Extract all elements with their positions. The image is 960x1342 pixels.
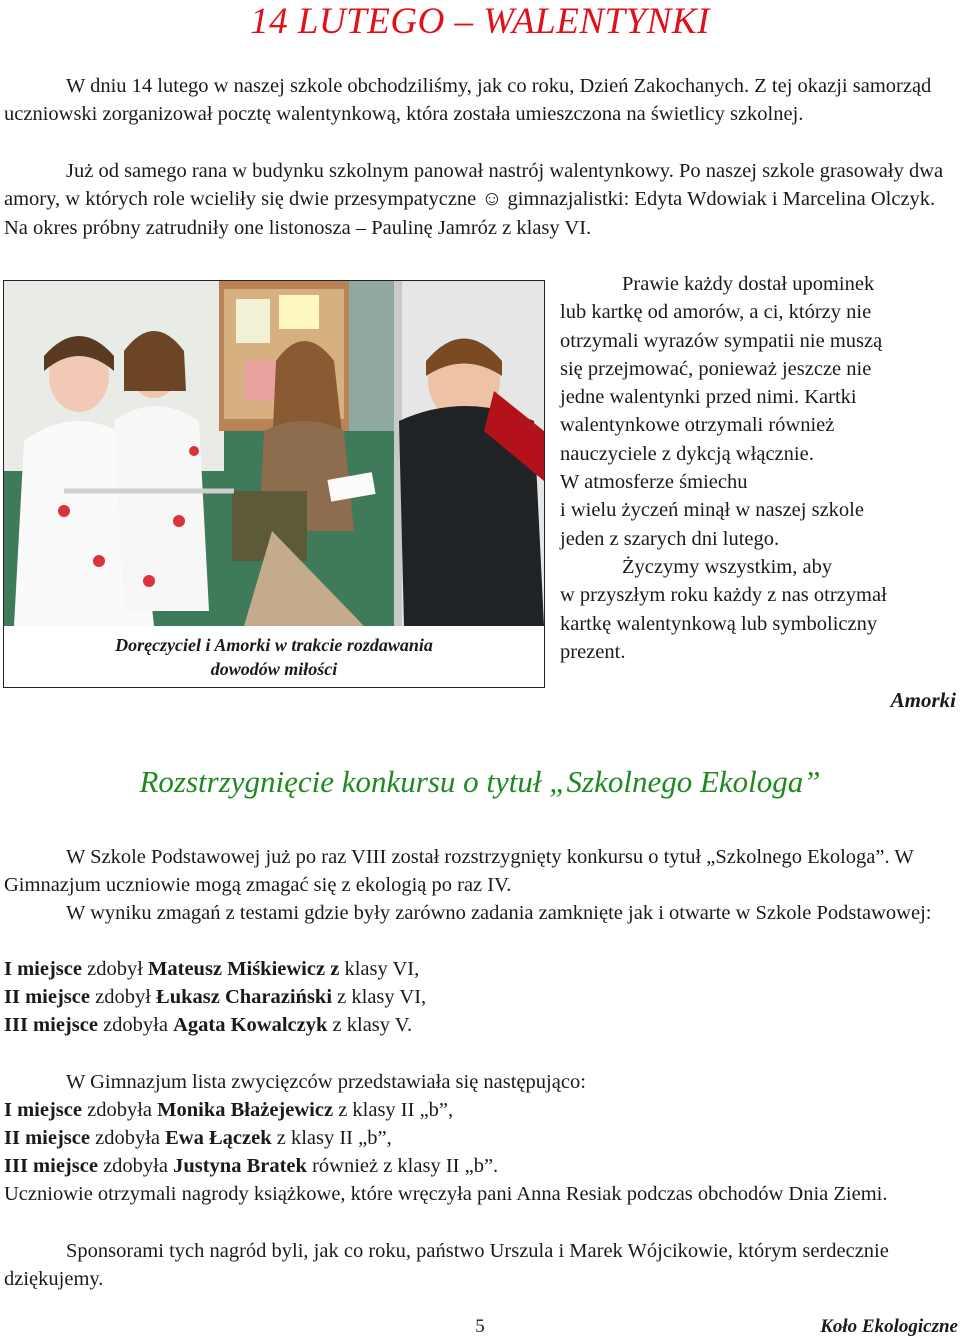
sp-winner-2: II miejsce zdobył Łukasz Charaziński z klasy VI, [4, 986, 427, 1008]
valentines-photo [4, 281, 544, 626]
side-line: walentynkowe otrzymali również [560, 414, 835, 437]
side-line: lub kartkę od amorów, a ci, którzy nie [560, 301, 872, 324]
signature: Amorki [890, 688, 956, 712]
photo-caption-line: dowodów miłości [210, 659, 338, 679]
intro-paragraph-2: Już od samego rana w budynku szkolnym panował nastrój walentynkowy. Po naszej szkole grasowały dwa amory, w których role wcieliły się dwie przesympatyczne ☺ gimnazjalistki: Edyta Wdowiak i Marcelina Olczyk. Na okres próbny zatrudniły one listonosza – Paulinę Jamróz z klasy VI. [4, 160, 944, 239]
gim-winner-3: III miejsce zdobyła Justyna Bratek również z klasy II „b”. [4, 1155, 499, 1177]
gim-winner-1: I miejsce zdobyła Monika Błażejewicz z klasy II „b”, [4, 1099, 454, 1121]
photo-caption [4, 633, 544, 681]
side-line: w przyszłym roku każdy z nas otrzymał [560, 584, 887, 607]
side-text [560, 270, 956, 666]
side-line: Prawie każdy dostał upominek [622, 273, 875, 295]
side-line: jeden z szarych dni lutego. [560, 527, 780, 550]
side-line: W atmosferze śmiechu [560, 471, 748, 494]
side-line: prezent. [560, 640, 626, 663]
eco-paragraph-5: Sponsorami tych nagród byli, jak co roku, państwo Urszula i Marek Wójcikowie, którym serdecznie dziękujemy. [4, 1240, 889, 1291]
side-line: Życzymy wszystkim, aby [622, 555, 833, 578]
side-line: kartkę walentynkową lub symboliczny [560, 612, 878, 635]
side-line: nauczyciele z dykcją włącznie. [560, 442, 814, 465]
eco-paragraph-1: W Szkole Podstawowej już po raz VIII został rozstrzygnięty konkursu o tytuł „Szkolnego Ekologa”. W Gimnazjum uczniowie mogą zmagać się z ekologią po raz IV. [4, 846, 914, 897]
section-title: Rozstrzygnięcie konkursu o tytuł „Szkolnego Ekologa” [139, 764, 821, 799]
side-line: i wielu życzeń minął w naszej szkole [560, 499, 864, 522]
page-number: 5 [475, 1316, 485, 1337]
eco-paragraph-3: W Gimnazjum lista zwycięzców przedstawiała się następująco: [66, 1071, 586, 1093]
footer-publisher: Koło Ekologiczne [820, 1316, 958, 1337]
side-line: otrzymali wyrazów sympatii nie muszą [560, 329, 883, 352]
sp-winner-3: III miejsce zdobyła Agata Kowalczyk z klasy V. [4, 1014, 413, 1036]
sp-winner-1: I miejsce zdobył Mateusz Miśkiewicz z klasy VI, [4, 958, 420, 980]
photo-caption-line: Doręczyciel i Amorki w trakcie rozdawania [115, 635, 433, 655]
article-title: 14 LUTEGO – WALENTYNKI [250, 1, 710, 42]
eco-paragraph-4: Uczniowie otrzymali nagrody książkowe, które wręczyła pani Anna Resiak podczas obchodów Dnia Ziemi. [4, 1183, 888, 1205]
eco-paragraph-2: W wyniku zmagań z testami gdzie były zarówno zadania zamknięte jak i otwarte w Szkole Podstawowej: [66, 902, 932, 924]
gim-winner-2: II miejsce zdobyła Ewa Łączek z klasy II „b”, [4, 1127, 392, 1149]
intro-paragraph-1: W dniu 14 lutego w naszej szkole obchodziliśmy, jak co roku, Dzień Zakochanych. Z tej okazji samorząd uczniowski zorganizował pocztę walentynkową, która została umieszczona na świetlicy szkolnej. [4, 75, 932, 126]
side-line: się przejmować, ponieważ jeszcze nie [560, 357, 872, 380]
side-line: jedne walentynki przed nimi. Kartki [560, 386, 857, 409]
